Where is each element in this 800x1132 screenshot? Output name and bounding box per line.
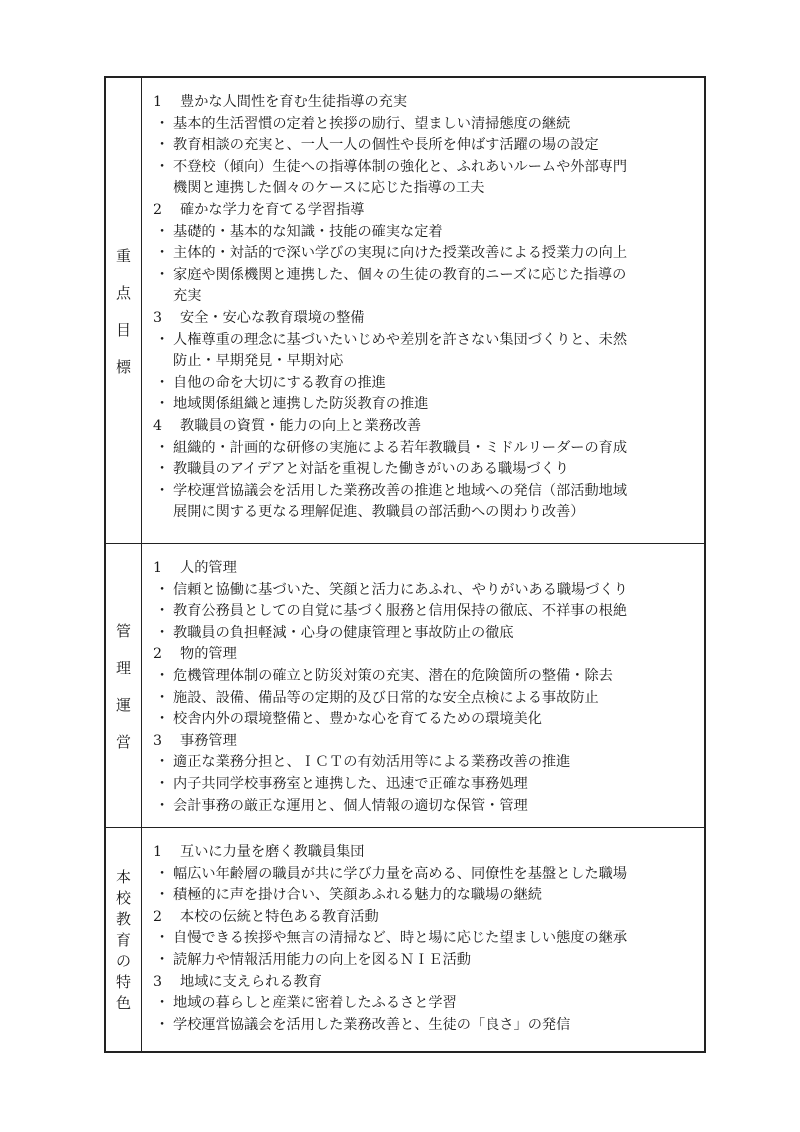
bullet-text: ・ 学校運営協議会を活用した業務改善の推進と地域への発信（部活動地域 [173, 482, 628, 499]
section-number: 1 [153, 844, 163, 860]
bullet-text: ・ 自他の命を大切にする教育の推進 [173, 374, 386, 391]
section-heading [153, 907, 698, 929]
row-focus-goals [106, 78, 704, 543]
bullet-text: ・ 家庭や関係機関と連携した、個々の生徒の教育的ニーズに応じた指導の [173, 266, 627, 283]
bullet-text: ・ 教育相談の充実と、一人一人の個性や長所を伸ばす活躍の場の設定 [173, 137, 599, 154]
bullet-item [153, 459, 698, 481]
section-title: 物的管理 [180, 646, 237, 663]
section-number: 1 [153, 94, 163, 110]
bullet-text: ・ 主体的・対話的で深い学びの実現に向けた授業改善による授業力の向上 [173, 245, 628, 262]
bullet-text: ・ 人権尊重の理念に基づいたいじめや差別を許さない集団づくりと、未然 [173, 331, 628, 348]
section-number: 2 [153, 201, 163, 218]
bullet-text: 充実 [173, 288, 202, 305]
label-char: 特 [115, 973, 131, 991]
section-heading [153, 972, 698, 994]
bullet-item [153, 114, 698, 136]
bullet-item [153, 580, 698, 602]
bullet-text: 防止・早期発見・早期対応 [173, 353, 344, 370]
section-title: 確かな学力を育てる学習指導 [180, 201, 365, 218]
section-title: 地域に支えられる教育 [180, 973, 322, 990]
bullet-text: ・ 適正な業務分担と、ＩＣＴの有効活用等による業務改善の推進 [173, 754, 571, 771]
bullet-text: ・ 内子共同学校事務室と連携した、迅速で正確な事務処理 [173, 775, 528, 792]
label-char: 管 [115, 621, 131, 640]
section-heading [153, 842, 698, 864]
row-label [106, 828, 142, 1053]
bullet-item [153, 752, 698, 774]
bullet-item [153, 481, 698, 524]
section-title: 教職員の資質・能力の向上と業務改善 [180, 417, 422, 434]
label-char: 営 [115, 732, 131, 751]
section-title: 事務管理 [180, 732, 237, 749]
bullet-text: ・ 基礎的・基本的な知識・技能の確実な定着 [173, 223, 443, 240]
section-heading [153, 308, 698, 330]
policy-table [104, 76, 706, 1053]
bullet-item [153, 623, 698, 645]
row-content [153, 842, 698, 1036]
bullet-text: ・ 組織的・計画的な研修の実施による若年教職員・ミドルリーダーの育成 [173, 439, 628, 456]
bullet-item [153, 135, 698, 157]
bullet-text: ・ 読解力や情報活用能力の向上を図るＮＩＥ活動 [173, 951, 471, 968]
bullet-item [153, 1015, 698, 1037]
bullet-item [153, 709, 698, 731]
section-title: 人的管理 [180, 560, 237, 576]
bullet-item [153, 243, 698, 265]
row-management [106, 543, 704, 827]
label-char: の [115, 952, 131, 970]
bullet-text: ・ 地域関係組織と連携した防災教育の推進 [173, 396, 429, 413]
bullet-item [153, 885, 698, 907]
section-number: 2 [153, 646, 163, 663]
section-heading [153, 200, 698, 222]
bullet-item [153, 157, 698, 200]
bullet-text: ・ 信頼と協働に基づいた、笑顔と活力にあふれ、やりがいある職場づくり [173, 581, 628, 598]
bullet-text: 機関と連携した個々のケースに応じた指導の工夫 [173, 180, 485, 197]
bullet-item [153, 601, 698, 623]
section-title: 互いに力量を磨く教職員集団 [180, 844, 365, 860]
bullet-item [153, 864, 698, 886]
label-char: 理 [115, 658, 131, 677]
bullet-text: ・ 危機管理体制の確立と防災対策の充実、潜在的危険箇所の整備・除去 [173, 667, 613, 684]
section-number: 1 [153, 560, 163, 576]
bullet-text: ・ 教職員のアイデアと対話を重視した働きがいのある職場づくり [173, 461, 569, 478]
label-char: 点 [115, 283, 131, 302]
section-number: 3 [153, 732, 163, 749]
bullet-item [153, 774, 698, 796]
bullet-text: ・ 教職員の負担軽減・心身の健康管理と事故防止の徹底 [173, 624, 514, 641]
bullet-text: ・ 施設、設備、備品等の定期的及び日常的な安全点検による事故防止 [173, 689, 599, 706]
row-school-features [106, 827, 704, 1053]
row-label [106, 544, 142, 827]
label-char: 重 [115, 246, 131, 265]
section-number: 3 [153, 973, 163, 990]
bullet-text: 展開に関する更なる理解促進、教職員の部活動への関わり改善） [173, 504, 585, 521]
bullet-item [153, 265, 698, 308]
section-title: 本校の伝統と特色ある教育活動 [180, 908, 379, 925]
bullet-text: ・ 会計事務の厳正な運用と、個人情報の適切な保管・管理 [173, 797, 528, 814]
bullet-text: ・ 基本的生活習慣の定着と挨拶の励行、望ましい清掃態度の継続 [173, 115, 571, 132]
bullet-item [153, 438, 698, 460]
section-number: 3 [153, 309, 163, 326]
bullet-item [153, 394, 698, 416]
bullet-text: ・ 校舎内外の環境整備と、豊かな心を育てるための環境美化 [173, 711, 542, 728]
row-label [106, 78, 142, 543]
label-char: 色 [115, 994, 131, 1012]
label-char: 運 [115, 695, 131, 714]
bullet-item [153, 373, 698, 395]
bullet-text: ・ 積極的に声を掛け合い、笑顔あふれる魅力的な職場の継続 [173, 887, 542, 904]
section-heading [153, 731, 698, 753]
bullet-text: ・ 不登校（傾向）生徒への指導体制の強化と、ふれあいルームや外部専門 [173, 158, 628, 175]
label-char: 目 [115, 320, 131, 339]
row-content [153, 92, 698, 524]
label-char: 育 [115, 931, 131, 949]
bullet-item [153, 928, 698, 950]
section-heading [153, 644, 698, 666]
section-heading [153, 558, 698, 580]
bullet-text: ・ 学校運営協議会を活用した業務改善と、生徒の「良さ」の発信 [173, 1016, 571, 1033]
bullet-item [153, 950, 698, 972]
section-number: 2 [153, 908, 163, 925]
section-title: 安全・安心な教育環境の整備 [180, 309, 365, 326]
bullet-item [153, 330, 698, 373]
bullet-item [153, 993, 698, 1015]
label-char: 本 [115, 868, 131, 886]
bullet-item [153, 796, 698, 818]
bullet-item [153, 688, 698, 710]
bullet-text: ・ 教育公務員としての自覚に基づく服務と信用保持の徹底、不祥事の根絶 [173, 603, 628, 620]
bullet-item [153, 666, 698, 688]
section-title: 豊かな人間性を育む生徒指導の充実 [180, 94, 408, 110]
bullet-text: ・ 地域の暮らしと産業に密着したふるさと学習 [173, 995, 457, 1012]
bullet-text: ・ 自慢できる挨拶や無言の清掃など、時と場に応じた望ましい態度の継承 [173, 930, 628, 947]
row-content [153, 558, 698, 817]
label-char: 標 [115, 357, 131, 376]
section-heading [153, 92, 698, 114]
label-char: 教 [115, 910, 131, 928]
label-char: 校 [115, 889, 131, 907]
section-number: 4 [153, 417, 163, 434]
bullet-text: ・ 幅広い年齢層の職員が共に学び力量を高める、同僚性を基盤とした職場 [173, 865, 628, 882]
bullet-item [153, 222, 698, 244]
section-heading [153, 416, 698, 438]
